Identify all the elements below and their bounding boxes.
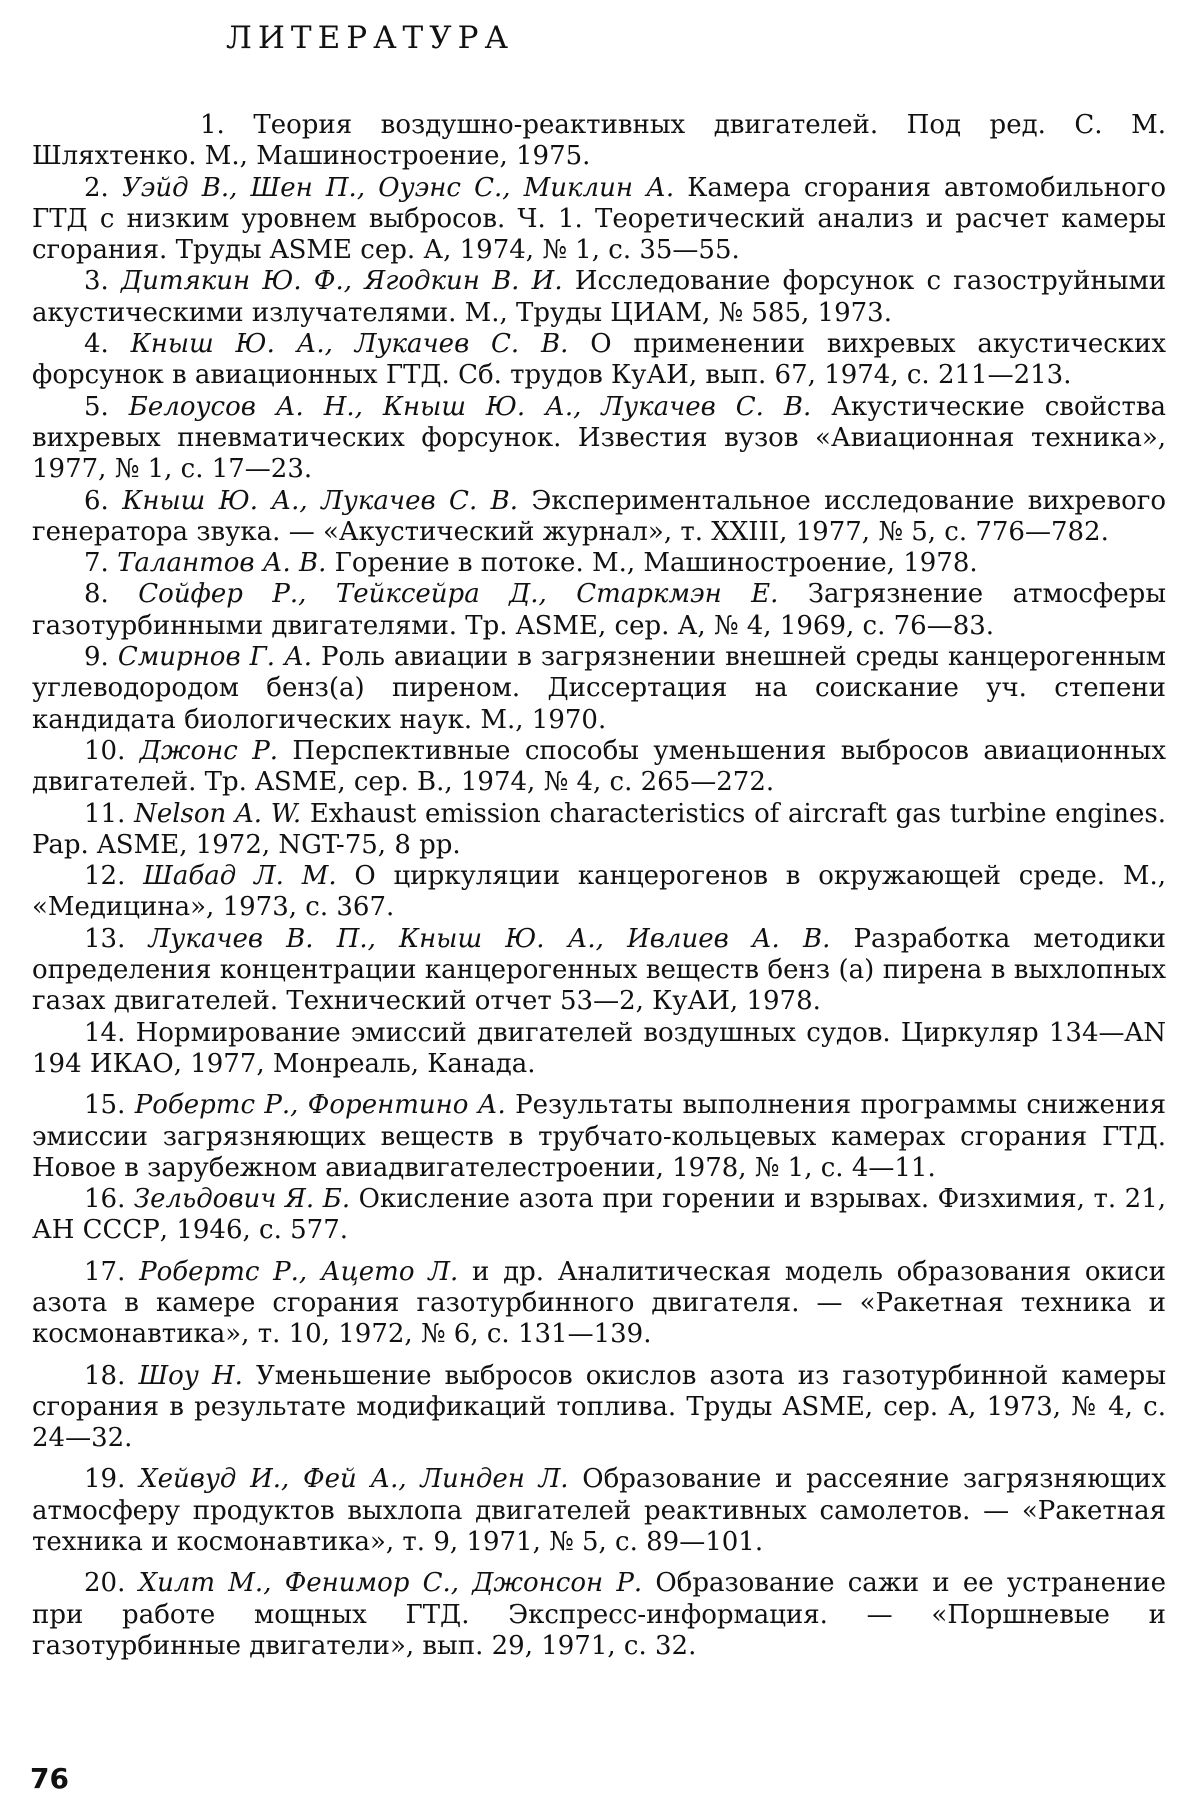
reference-16: 16. Зельдович Я. Б. Окисление азота при горении и взрывах. Физхимия, т. 21, АН СССР, 1946, с. 577. <box>32 1184 1167 1246</box>
reference-17: 17. Робертс Р., Ацето Л. и др. Аналитическая модель образования окиси азота в камере сгорания газотурбинного двигателя. — «Ракетная техника и космонавтика», т. 10, 1972, № 6, с. 131—139. <box>32 1256 1167 1350</box>
reference-8: 8. Сойфер Р., Тейксейра Д., Старкмэн Е. Загрязнение атмосферы газотурбинными двигателями. Тр. ASME, сер. А, № 4, 1969, с. 76—83. <box>32 579 1167 641</box>
reference-13: 13. Лукачев В. П., Кныш Ю. А., Ивлиев А. В. Разработка методики определения концентрации канцерогенных веществ бенз (а) пирена в выхлопных газах двигателей. Технический отчет 53—2, КуАИ, 1978. <box>32 923 1166 1017</box>
reference-14: 14. Нормирование эмиссий двигателей воздушных судов. Циркуляр 134—AN 194 ИКАО, 1977, Монреаль, Канада. <box>32 1017 1167 1079</box>
reference-18: 18. Шоу Н. Уменьшение выбросов окислов азота из газотурбинной камеры сгорания в результате модификаций топлива. Труды ASME, сер. А, 1973, № 4, с. 24—32. <box>32 1360 1167 1454</box>
reference-9: 9. Смирнов Г. А. Роль авиации в загрязнении внешней среды канцерогенным углеводородом бенз(а) пиреном. Диссертация на соискание уч. степени кандидата биологических наук. М., 1970. <box>32 642 1167 735</box>
reference-11: 11. Nelson A. W. Exhaust emission characteristics of aircraft gas turbine engines. Pap. ASME, 1972, NGT-75, 8 pp. <box>32 798 1167 860</box>
reference-20: 20. Хилт М., Фенимор С., Джонсон Р. Образование сажи и ее устранение при работе мощных ГТД. Экспресс-информация. — «Поршневые и газотурбинные двигатели», вып. 29, 1971, с. 32. <box>32 1568 1167 1661</box>
reference-2: 2. Уэйд В., Шен П., Оуэнс С., Миклин А. Камера сгорания автомобильного ГТД с низким уровнем выбросов. Ч. 1. Теоретический анализ и расчет камеры сгорания. Труды ASME сер. А, 1974, № 1, с. 35—55. <box>32 172 1167 266</box>
reference-1: 1. Теория воздушно-реактивных двигателей. Под ред. С. М. Шляхтенко. М., Машиностроение, 1975. <box>32 110 1167 172</box>
reference-19: 19. Хейвуд И., Фей А., Линден Л. Образование и рассеяние загрязняющих атмосферу продуктов выхлопа двигателей реактивных самолетов. — «Ракетная техника и космонавтика», т. 9, 1971, № 5, с. 89—101. <box>32 1464 1166 1558</box>
page-title: ЛИТЕРАТУРА <box>226 20 514 56</box>
reference-5: 5. Белоусов А. Н., Кныш Ю. А., Лукачев С. В. Акустические свойства вихревых пневматических форсунок. Известия вузов «Авиационная техника», 1977, № 1, с. 17—23. <box>32 391 1167 485</box>
reference-3: 3. Дитякин Ю. Ф., Ягодкин В. И. Исследование форсунок с газоструйными акустическими излучателями. М., Труды ЦИАМ, № 585, 1973. <box>32 266 1167 328</box>
reference-list <box>32 110 1166 1662</box>
reference-12: 12. Шабад Л. М. О циркуляции канцерогенов в окружающей среде. М., «Медицина», 1973, с. 367. <box>32 861 1166 923</box>
page-number: 76 <box>30 1762 69 1795</box>
reference-6: 6. Кныш Ю. А., Лукачев С. В. Экспериментальное исследование вихревого генератора звука. — «Акустический журнал», т. XXIII, 1977, № 5, с. 776—782. <box>32 485 1167 547</box>
reference-15: 15. Робертс Р., Форентино А. Результаты выполнения программы снижения эмиссии загрязняющих веществ в трубчато-кольцевых камерах сгорания ГТД. Новое в зарубежном авиадвигателестроении, 1978, № 1, с. 4—11. <box>32 1090 1167 1183</box>
reference-10: 10. Джонс Р. Перспективные способы уменьшения выбросов авиационных двигателей. Тр. ASME, сер. В., 1974, № 4, с. 265—272. <box>32 735 1167 798</box>
reference-7: 7. Талантов А. В. Горение в потоке. М., Машиностроение, 1978. <box>84 548 978 579</box>
reference-4: 4. Кныш Ю. А., Лукачев С. В. О применении вихревых акустических форсунок в авиационных ГТД. Сб. трудов КуАИ, вып. 67, 1974, с. 211—213. <box>32 329 1167 391</box>
